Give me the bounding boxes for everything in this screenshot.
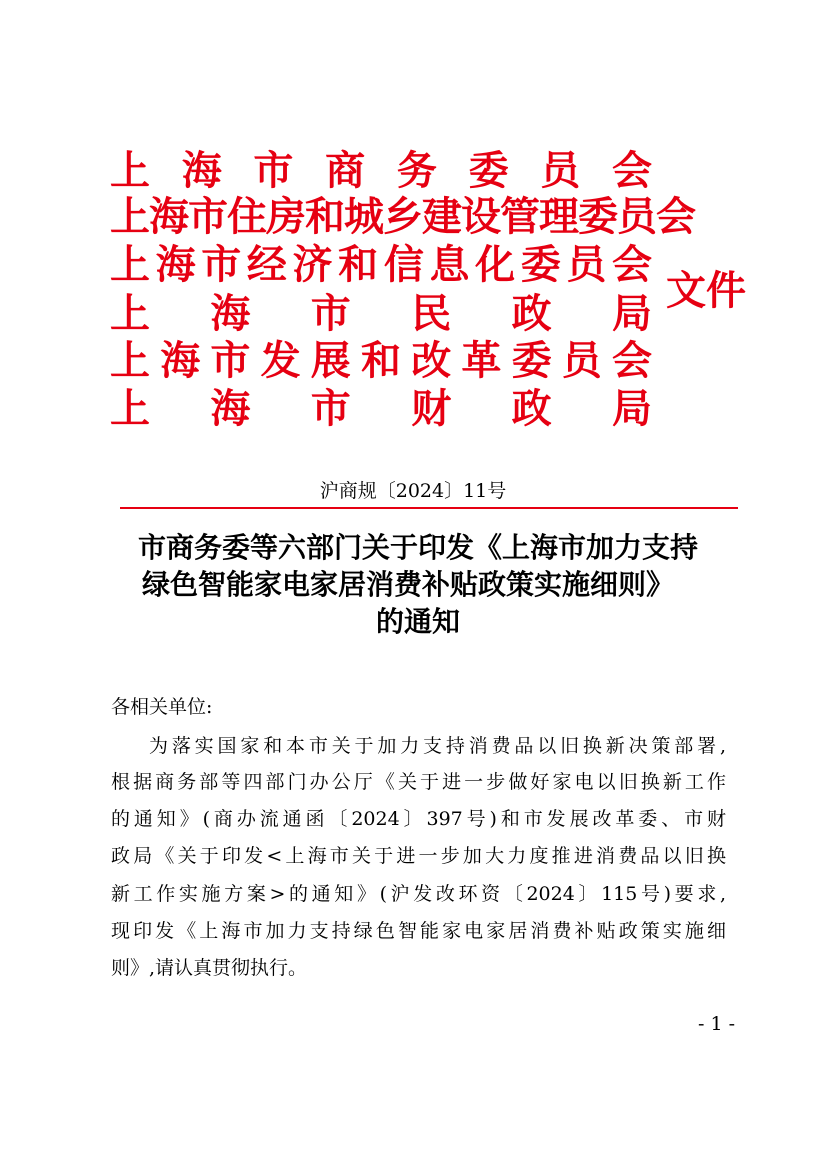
file-label: 文件 <box>666 267 746 314</box>
issuer-commerce-commission: 上海市商务委员会 <box>110 147 652 194</box>
body-line: 则》,请认真贯彻执行。 <box>111 957 308 979</box>
body-line: 现印发《上海市加力支持绿色智能家电家居消费补贴政策实施细 <box>111 920 726 942</box>
page-number: - 1 - <box>697 1013 735 1035</box>
document-number: 沪商规〔2024〕11号 <box>319 480 507 502</box>
body-line: 为落实国家和本市关于加力支持消费品以旧换新决策部署, <box>149 735 726 757</box>
issuer-development-reform-commission: 上海市发展和改革委员会 <box>110 337 652 384</box>
salutation: 各相关单位: <box>111 696 213 718</box>
body-line: 根据商务部等四部门办公厅《关于进一步做好家电以旧换新工作 <box>111 771 726 793</box>
title-line: 绿色智能家电家居消费补贴政策实施细则》 <box>141 568 674 601</box>
title-line: 市商务委等六部门关于印发《上海市加力支持 <box>137 531 698 564</box>
title-line: 的通知 <box>375 605 460 638</box>
body-line: 的通知》(商办流通函〔2024〕397号)和市发展改革委、市财 <box>111 808 726 830</box>
issuer-housing-construction-commission: 上海市住房和城乡建设管理委员会 <box>110 193 695 240</box>
issuer-economy-informatization-commission: 上海市经济和信息化委员会 <box>110 241 652 288</box>
body-line: 新工作实施方案>的通知》(沪发改环资〔2024〕115号)要求, <box>111 883 726 905</box>
issuer-civil-affairs-bureau: 上海市民政局 <box>110 290 652 337</box>
issuer-finance-bureau: 上海市财政局 <box>110 385 652 432</box>
body-line: 政局《关于印发<上海市关于进一步加大力度推进消费品以旧换 <box>111 845 726 867</box>
red-divider <box>120 507 738 509</box>
